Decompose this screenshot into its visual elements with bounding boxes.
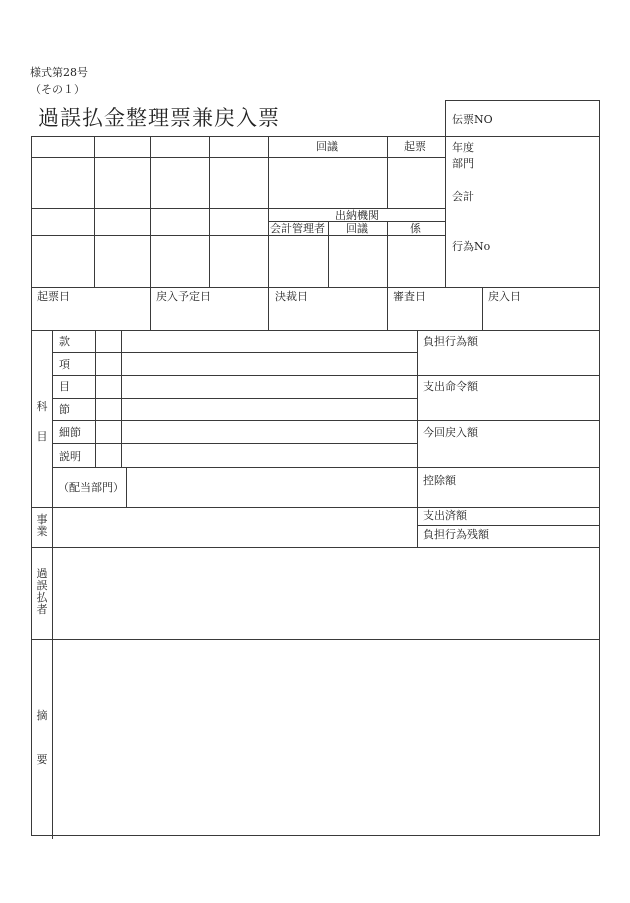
action-no-label: 行為No bbox=[452, 240, 491, 253]
rule bbox=[387, 221, 388, 330]
rule bbox=[52, 443, 417, 444]
rule bbox=[150, 287, 151, 330]
expenditure-order-amount-label: 支出命令額 bbox=[423, 380, 478, 393]
burden-balance-label: 負担行為残額 bbox=[423, 528, 489, 541]
rule bbox=[52, 467, 600, 468]
rule bbox=[52, 375, 600, 376]
planned-return-date-label: 戻入予定日 bbox=[156, 290, 211, 303]
draft-header: 起票 bbox=[404, 140, 426, 153]
treasury-header: 出納機関 bbox=[335, 209, 379, 222]
accounting-label: 会計 bbox=[452, 190, 474, 203]
rule bbox=[328, 221, 329, 288]
rule bbox=[31, 136, 32, 836]
rule bbox=[31, 287, 600, 288]
rule bbox=[31, 835, 600, 836]
rule bbox=[52, 330, 53, 839]
rule bbox=[52, 420, 600, 421]
account-manager-header: 会計管理者 bbox=[270, 222, 325, 235]
rule bbox=[417, 525, 600, 526]
rule bbox=[31, 507, 600, 508]
rule bbox=[95, 330, 96, 467]
subject-row-kan: 款 bbox=[59, 335, 70, 348]
rule bbox=[52, 352, 417, 353]
rule bbox=[599, 100, 600, 836]
subject-row-moku: 目 bbox=[59, 380, 70, 393]
paid-amount-label: 支出済額 bbox=[423, 509, 467, 522]
rule bbox=[268, 136, 269, 330]
rule bbox=[31, 547, 600, 548]
rule bbox=[445, 100, 446, 288]
rule bbox=[121, 330, 122, 467]
rule bbox=[482, 287, 483, 330]
rule bbox=[52, 398, 417, 399]
rule bbox=[126, 467, 127, 507]
staff-header: 係 bbox=[410, 222, 421, 235]
rule bbox=[387, 136, 388, 208]
rule bbox=[445, 100, 600, 101]
decision-date-label: 決裁日 bbox=[275, 290, 308, 303]
rule bbox=[94, 136, 95, 288]
overpaid-person-label: 過誤払者 bbox=[36, 567, 48, 616]
voucher-no-label: 伝票NO bbox=[452, 113, 493, 126]
rule bbox=[209, 136, 210, 288]
review-date-label: 審査日 bbox=[393, 290, 426, 303]
deduction-amount-label: 控除額 bbox=[423, 474, 456, 487]
allocation-department-label: （配当部門） bbox=[58, 481, 124, 494]
subject-row-saisetsu: 細節 bbox=[59, 426, 81, 439]
summary-label-1: 摘 bbox=[36, 709, 48, 722]
form-sub-number: （その１） bbox=[30, 83, 85, 96]
form-title: 過誤払金整理票兼戻入票 bbox=[38, 106, 280, 130]
rule bbox=[31, 330, 600, 331]
rule bbox=[31, 639, 600, 640]
summary-label-2: 要 bbox=[36, 753, 48, 766]
department-label: 部門 bbox=[452, 157, 474, 170]
rule bbox=[31, 136, 600, 137]
rule bbox=[150, 136, 151, 288]
fiscal-year-label: 年度 bbox=[452, 141, 474, 154]
subject-row-kou: 項 bbox=[59, 358, 70, 371]
draft-date-label: 起票日 bbox=[37, 290, 70, 303]
discussion2-header: 回議 bbox=[346, 222, 368, 235]
subject-row-setsumei: 説明 bbox=[59, 450, 81, 463]
discussion-header: 回議 bbox=[316, 140, 338, 153]
subject-row-setsu: 節 bbox=[59, 403, 70, 416]
form-number: 様式第28号 bbox=[30, 66, 88, 79]
rule bbox=[417, 330, 418, 547]
return-date-label: 戻入日 bbox=[488, 290, 521, 303]
business-label: 事業 bbox=[36, 513, 48, 538]
this-return-amount-label: 今回戻入額 bbox=[423, 426, 478, 439]
subject-label: 科目 bbox=[36, 400, 48, 443]
burden-amount-label: 負担行為額 bbox=[423, 335, 478, 348]
